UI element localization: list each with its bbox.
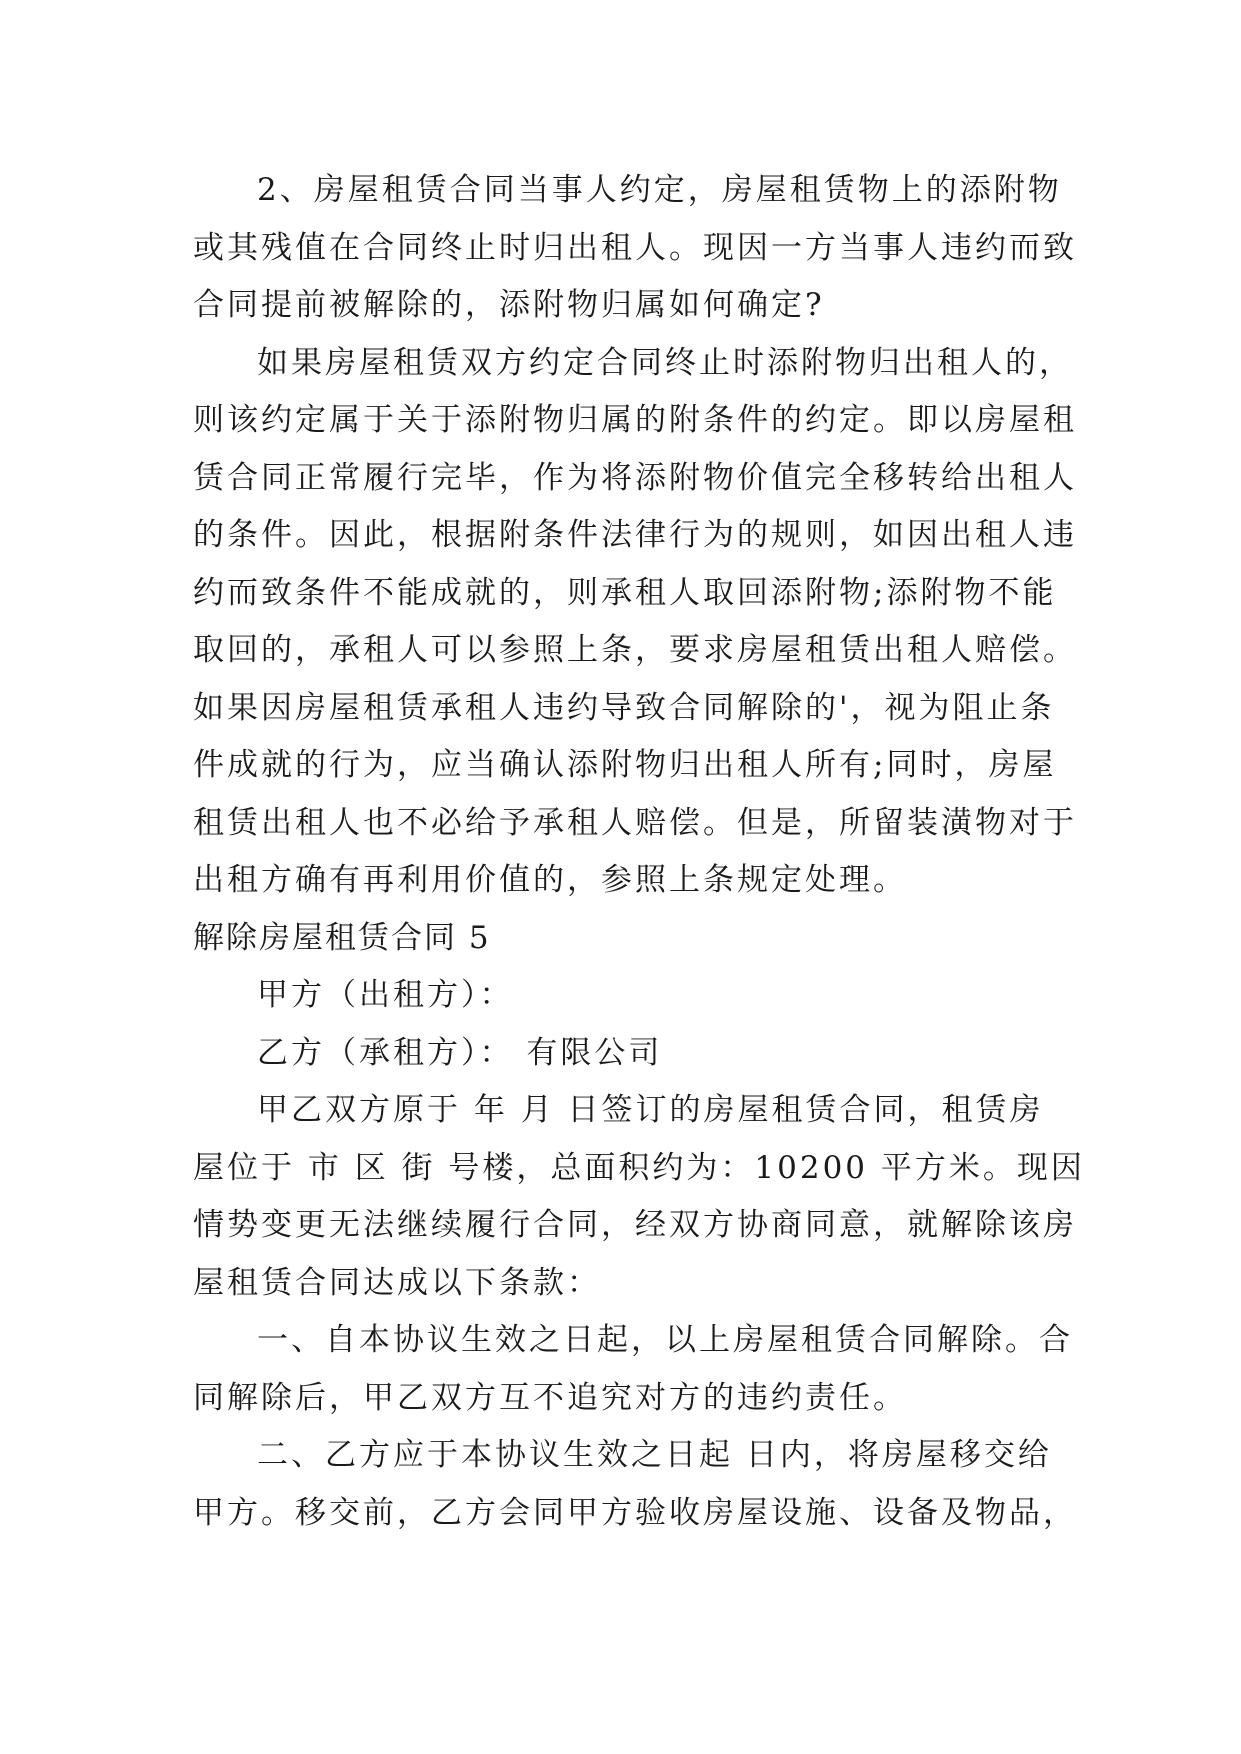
- paragraph-line: 约而致条件不能成就的，则承租人取回添附物;添附物不能: [193, 574, 1057, 611]
- paragraph-line: 租赁出租人也不必给予承租人赔偿。但是，所留装潢物对于: [193, 804, 1077, 841]
- party-a-line: 甲方（出租方）：: [257, 977, 514, 1013]
- paragraph-line: 屋位于 市 区 街 号楼，总面积约为：10200 平方米。现因: [193, 1149, 1085, 1186]
- paragraph-line: 情势变更无法继续履行合同，经双方协商同意，就解除该房: [193, 1207, 1077, 1243]
- section-title: 解除房屋租赁合同 5: [193, 919, 491, 956]
- paragraph-line: 如果房屋租赁双方约定合同终止时添附物归出租人的，: [257, 344, 1073, 381]
- paragraph-line: 合同提前被解除的，添附物归属如何确定?: [193, 287, 825, 323]
- party-b-line: 乙方（承租方）： 有限公司: [257, 1034, 663, 1071]
- clause-line: 同解除后，甲乙双方互不追究对方的违约责任。: [193, 1379, 907, 1416]
- paragraph-line: 的条件。因此，根据附条件法律行为的规则，如因出租人违: [193, 517, 1077, 553]
- clause-line: 甲方。移交前，乙方会同甲方验收房屋设施、设备及物品，: [193, 1494, 1077, 1531]
- paragraph-line: 屋租赁合同达成以下条款：: [193, 1264, 601, 1301]
- clause-line: 二、乙方应于本协议生效之日起 日内，将房屋移交给: [257, 1437, 1052, 1473]
- paragraph-line: 取回的，承租人可以参照上条，要求房屋租赁出租人赔偿。: [193, 632, 1077, 668]
- paragraph-line: 出租方确有再利用价值的，参照上条规定处理。: [193, 862, 907, 898]
- paragraph-line: 件成就的行为，应当确认添附物归出租人所有;同时，房屋: [193, 747, 1057, 783]
- document-body: [193, 162, 1085, 1542]
- paragraph-line: 甲乙双方原于 年 月 日签订的房屋租赁合同，租赁房: [257, 1092, 1044, 1128]
- paragraph-line: 如果因房屋租赁承租人违约导致合同解除的'，视为阻止条: [193, 689, 1055, 726]
- paragraph-line: 则该约定属于关于添附物归属的附条件的约定。即以房屋租: [193, 402, 1077, 438]
- paragraph-line: 2、房屋租赁合同当事人约定，房屋租赁物上的添附物: [257, 172, 1062, 208]
- clause-line: 一、自本协议生效之日起，以上房屋租赁合同解除。合: [257, 1322, 1073, 1358]
- paragraph-line: 赁合同正常履行完毕，作为将添附物价值完全移转给出租人: [193, 459, 1077, 496]
- paragraph-line: 或其残值在合同终止时归出租人。现因一方当事人违约而致: [193, 229, 1077, 266]
